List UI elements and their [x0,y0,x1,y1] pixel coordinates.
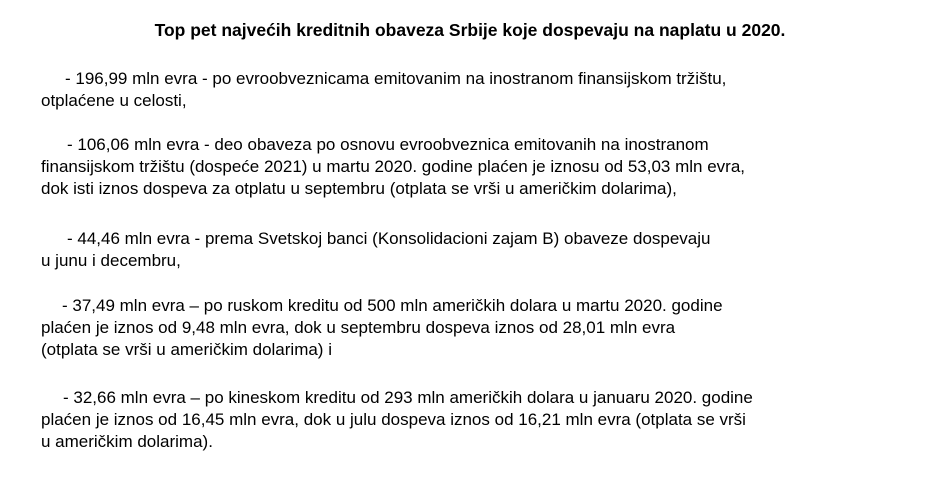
list-item [41,387,921,453]
item-line: plaćen je iznos od 9,48 mln evra, dok u septembru dospeva iznos od 28,01 mln evra [41,318,676,337]
item-line: u junu i decembru, [41,251,181,270]
list-item [41,68,921,112]
item-line: otplaćene u celosti, [41,91,187,110]
item-line: (otplata se vrši u američkim dolarima) i [41,340,332,359]
item-line: finansijskom tržištu (dospeće 2021) u martu 2020. godine plaćen je iznosu od 53,03 mln evra, [41,157,746,176]
item-line: - 32,66 mln evra – po kineskom kreditu od 293 mln američkih dolara u januaru 2020. godine [63,388,753,407]
item-line: - 106,06 mln evra - deo obaveza po osnovu evroobveznica emitovanih na inostranom [67,135,709,154]
item-line: dok isti iznos dospeva za otplatu u septembru (otplata se vrši u američkim dolarima), [41,179,677,198]
item-line: - 37,49 mln evra – po ruskom kreditu od 500 mln američkih dolara u martu 2020. godine [62,296,723,315]
item-line: u američkim dolarima). [41,432,213,451]
page-title: Top pet najvećih kreditnih obaveza Srbije koje dospevaju na naplatu u 2020. [154,20,786,40]
item-line: plaćen je iznos od 16,45 mln evra, dok u julu dospeva iznos od 16,21 mln evra (otplata se vrši [41,410,746,429]
list-item [41,228,921,272]
list-item [41,134,921,200]
item-line: - 196,99 mln evra - po evroobveznicama emitovanim na inostranom finansijskom tržištu, [65,69,727,88]
item-line: - 44,46 mln evra - prema Svetskoj banci (Konsolidacioni zajam B) obaveze dospevaju [67,229,711,248]
list-item [41,295,921,361]
